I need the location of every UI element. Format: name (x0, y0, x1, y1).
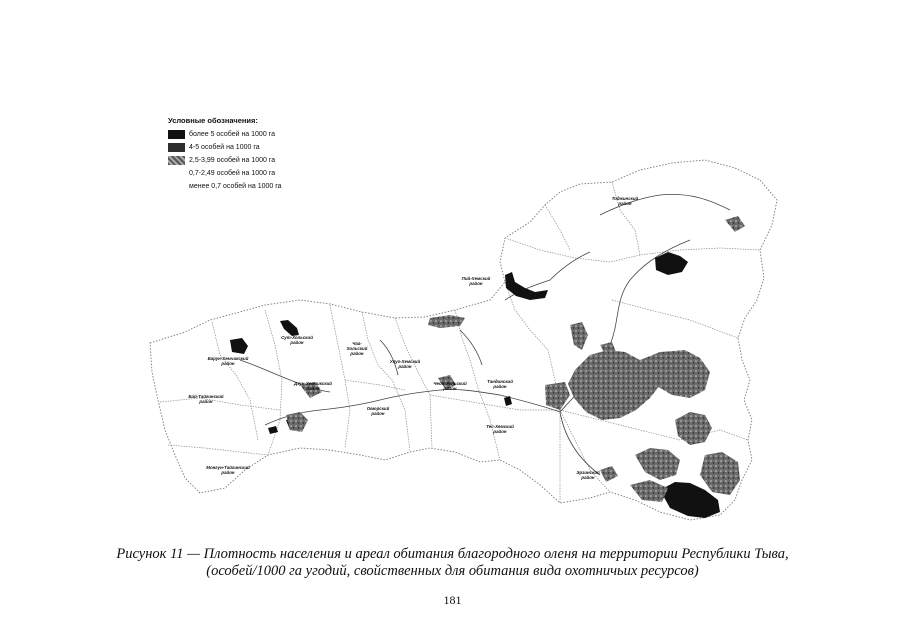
region-label-line: район (221, 361, 235, 366)
caption-line-1: Рисунок 11 — Плотность населения и ареал обитания благородного оленя на территории Республики Тыва, (116, 546, 789, 562)
region-label-piy-khemsky (462, 276, 491, 286)
region-label-bai-taiginsky (188, 394, 224, 404)
caption-line-2: (особей/1000 га угодий, свойственных для обитания вида охотничьих ресурсов) (206, 563, 699, 579)
region-label-line: район (221, 470, 235, 475)
region-label-line: район (443, 386, 457, 391)
region-label-tes-khemsky (486, 424, 514, 434)
region-label-line: район (581, 475, 595, 480)
region-label-mongun-taiginsky (206, 465, 250, 475)
rivers (240, 194, 730, 475)
region-label-line: Тес-Хемский (486, 424, 514, 429)
region-label-tandinsky (487, 379, 513, 389)
legend-label: более 5 особей на 1000 га (189, 131, 275, 138)
legend-item (168, 141, 282, 154)
region-label-line: район (350, 351, 364, 356)
region-label-line: район (618, 201, 632, 206)
region-label-line: Бай-Тайгинский (188, 394, 224, 399)
region-label-line: Чеди-Хольский (433, 381, 467, 386)
region-label-line: Пий-Хемский (461, 276, 491, 281)
region-label-sut-kholsky (281, 335, 313, 345)
legend-label: 2,5-3,99 особей на 1000 га (189, 157, 276, 164)
map-legend (168, 116, 282, 193)
legend-swatch-density-0.7-2.49 (168, 169, 185, 178)
legend-swatch-density-over-5 (168, 130, 185, 139)
region-label-line: Чаа- (352, 341, 362, 346)
legend-swatch-density-4-5 (168, 143, 185, 152)
region-label-dzun-khemchiksky (293, 381, 332, 391)
region-label-line: Овюрский (366, 406, 390, 411)
region-label-line: район (371, 411, 385, 416)
legend-title: Условные обозначения: (168, 116, 258, 125)
legend-item (168, 180, 282, 193)
region-label-line: Тоджинский (611, 196, 639, 201)
legend-item (168, 154, 282, 167)
region-label-line: район (199, 399, 213, 404)
region-label-line: Сут-Хольский (281, 335, 313, 340)
region-label-line: Дзун-Хемчикский (294, 381, 332, 386)
legend-swatch-density-under-0.7 (168, 182, 185, 191)
region-label-line: Монгун-Тайгинский (206, 465, 250, 470)
region-label-line: район (469, 281, 483, 286)
legend-item (168, 167, 282, 180)
page-number: 181 (443, 593, 462, 607)
region-label-line: Хольский (346, 346, 368, 351)
region-label-line: район (290, 340, 304, 345)
region-label-line: Тандинский (487, 379, 513, 384)
region-label-erzinsky (576, 470, 600, 480)
region-labels (188, 196, 638, 480)
region-label-line: район (398, 364, 412, 369)
legend-label: 0,7-2,49 особей на 1000 га (189, 170, 276, 177)
region-label-line: район (493, 429, 507, 434)
region-label-line: Барун-Хемчикский (207, 356, 249, 361)
region-label-line: район (493, 384, 507, 389)
figure-caption (0, 546, 905, 580)
legend-label: менее 0,7 особей на 1000 га (189, 183, 282, 190)
legend-swatch-density-2.5-3.99 (168, 156, 185, 165)
region-label-line: Эрзинский (576, 470, 600, 475)
legend-item (168, 128, 282, 141)
region-label-line: Улуг-Хемский (389, 359, 421, 364)
region-label-ovyursky (367, 406, 390, 416)
legend-label: 4-5 особей на 1000 га (189, 144, 260, 151)
region-label-line: район (306, 386, 320, 391)
region-label-chaa-kholsky (346, 341, 368, 356)
